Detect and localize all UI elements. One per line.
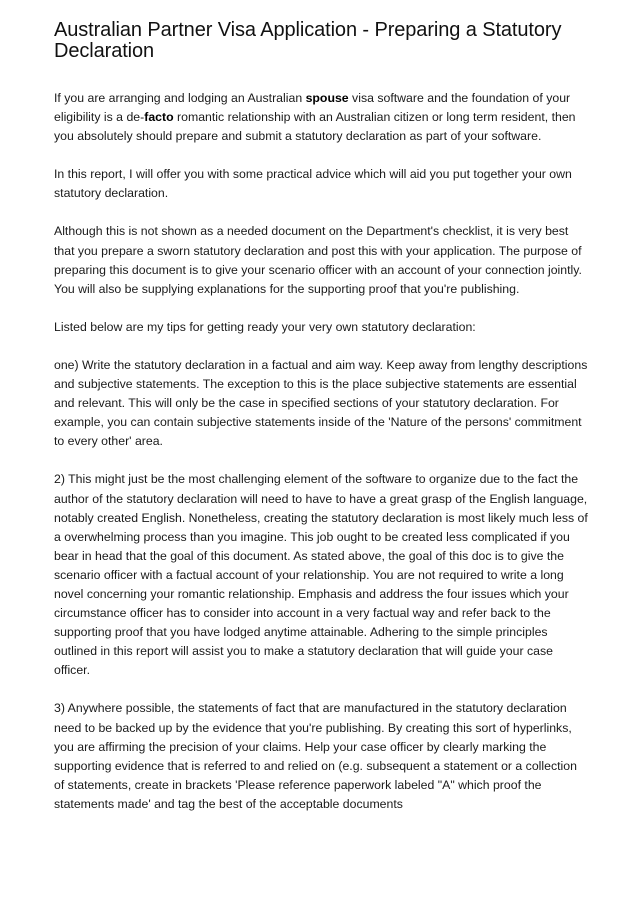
paragraph-report: In this report, I will offer you with some practical advice which will aid you put together your own statutory declaration. [54, 167, 572, 201]
intro-text-2: visa software and the foundation of your eligibility is a de- [54, 91, 571, 125]
bold-facto: facto [144, 110, 174, 125]
paragraph-tip-2: 2) This might just be the most challenging element of the software to organize due to the fact the author of the statutory declaration will need to have to have a great grasp of the English language, notably created English. Nonetheless, creating the statutory declaration is most likely much less of a overwhelming process than you imagine. This job ought to be created less complicated if you bear in head that the goal of this document. As stated above, the goal of this doc is to give the scenario officer with a factual account of your relationship. You are not required to write a long novel concerning your romantic relationship. Emphasis and address the four issues which your circumstance officer has to consider into account in a very factual way and refer back to the supporting proof that you have lodged anytime attainable. Adhering to the simple principles outlined in this report will assist you to make a statutory declaration that will guide your case officer. [54, 472, 588, 678]
paragraph-tip-1: one) Write the statutory declaration in a factual and aim way. Keep away from lengthy descriptions and subjective statements. The exception to this is the place subjective statements are essential and relevant. This will only be the case in specified sections of your statutory declaration. For example, you can contain subjective statements inside of the 'Nature of the persons' commitment to every other' area. [54, 357, 588, 449]
bold-spouse: spouse [305, 91, 349, 105]
paragraph-intro [54, 89, 590, 146]
document-title: Australian Partner Visa Application - Preparing a Statutory Declaration [54, 19, 562, 62]
document-body [54, 89, 590, 814]
intro-text-3: romantic relationship with an Australian citizen or long term resident, then you absolutely should prepare and submit a statutory declaration as part of your software. [54, 110, 576, 144]
paragraph-tips-intro: Listed below are my tips for getting ready your very own statutory declaration: [54, 319, 476, 334]
paragraph-checklist: Although this is not shown as a needed document on the Department's checklist, it is very best that you prepare a sworn statutory declaration and post this with your application. The purpose of preparing this document is to give your scenario officer with an account of your connection jointly. You will also be supplying explanations for the supporting proof that you're publishing. [54, 224, 582, 296]
document-page [54, 20, 590, 833]
intro-text-1: If you are arranging and lodging an Australian [54, 91, 306, 105]
paragraph-tip-3: 3) Anywhere possible, the statements of fact that are manufactured in the statutory declaration need to be backed up by the evidence that you're publishing. By creating this sort of hyperlinks, you are affirming the precision of your claims. Help your case officer by clearly marking the supporting evidence that is referred to and relied on (e.g. subsequent a statement or a collection of statements, create in brackets 'Please reference paperwork labeled "A" which proof the statements made' and tag the best of the acceptable documents [54, 701, 577, 811]
